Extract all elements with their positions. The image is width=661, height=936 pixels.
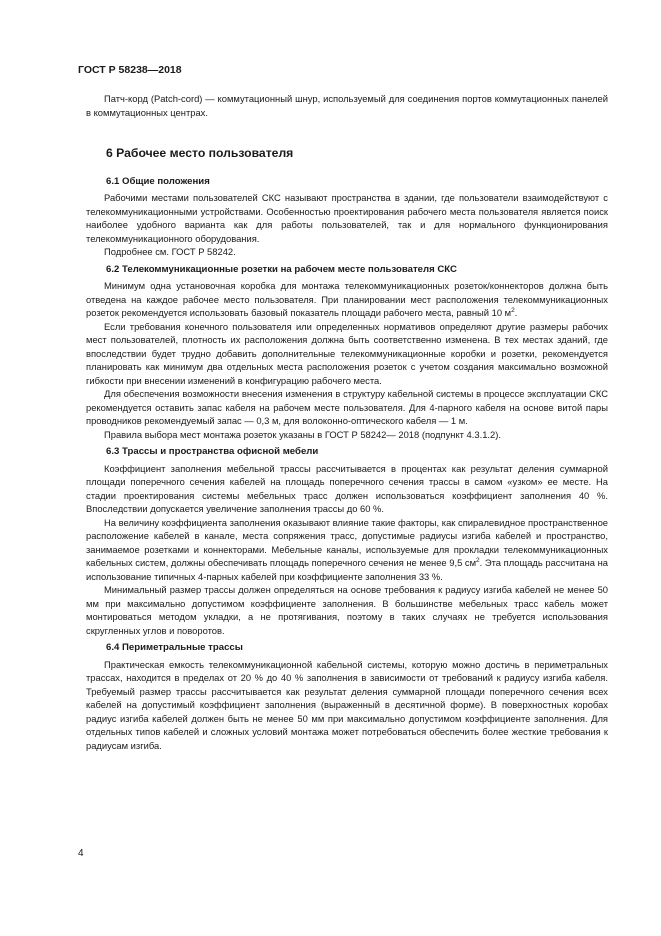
standard-header: ГОСТ Р 58238—2018	[78, 64, 182, 76]
superscript: 2	[511, 306, 515, 314]
section-6-1-heading: 6.1 Общие положения	[106, 175, 210, 187]
superscript: 2	[476, 556, 480, 564]
section-6-3-paragraph-2-tail: . Эта площадь рассчитана на использование типичных 4-парных кабелей при коэффициенте заполнения 33 %.	[86, 557, 608, 582]
section-6-2-paragraph-1-text: Минимум одна установочная коробка для монтажа телекоммуникационных розеток/коннекторов должна быть отведена на каждое рабочее место пользователя. При планировании мест расположения телекоммуникационных розеток рекомендуется использовать базовый показатель площади рабочего места, равный 10 м	[86, 280, 608, 318]
section-6-2-paragraph-4: Правила выбора мест монтажа розеток указаны в ГОСТ Р 58242— 2018 (подпункт 4.3.1.2).	[104, 428, 501, 440]
section-6-4-paragraph-1: Практическая емкость телекоммуникационной кабельной системы, которую можно достичь в периметральных трассах, находится в пределах от 20 % до 40 % заполнения в зависимости от требований к радиусу изгиба кабеля. Требуемый размер трассы рассчитывается как результат деления суммарной площади поперечного сечения всех кабелей на допустимый коэффициент заполнения (выраженный в десятичной форме). В поверхностных коробах радиус изгиба кабелей должен быть не менее 50 мм при максимально допустимом коэффициенте заполнения. Для отдельных типов кабелей и сложных условий монтажа может потребоваться обеспечить более жесткие требования к радиусам изгиба.	[86, 658, 608, 751]
section-6-2-paragraph-2: Если требования конечного пользователя или определенных нормативов определяют другие размеры рабочих мест пользователей, плотность их расположения должна быть соответственно изменена. В тех местах зданий, где впоследствии будет трудно добавить дополнительные телекоммуникационные коробки и розетки, рекомендуется планировать как минимум два отдельных места расположения розеток с учетом создания максимально возможной гибкости при внесении изменений в конфигурацию рабочего места.	[86, 320, 608, 386]
section-6-3-heading: 6.3 Трассы и пространства офисной мебели	[106, 446, 319, 457]
section-6-3-paragraph-2-text: На величину коэффициента заполнения оказывают влияние такие факторы, как спиралевидное пространственное расположение кабелей в канале, места сопряжения трасс, допустимые радиусы изгиба кабелей и пространство, занимаемое розетками и коннекторами. Мебельные каналы, используемые для прокладки телекоммуникационных кабельных систем, должны обеспечивать площадь поперечного сечения не менее 9,5 см	[86, 516, 608, 568]
section-6-heading: 6 Рабочее место пользователя	[106, 146, 294, 160]
section-6-3-paragraph-2	[86, 516, 608, 584]
section-6-2-heading: 6.2 Телекоммуникационные розетки на рабочем месте пользователя СКС	[106, 263, 457, 275]
section-6-2-paragraph-1	[86, 279, 608, 320]
section-6-4-heading: 6.4 Периметральные трассы	[106, 642, 243, 653]
section-6-1-paragraph-2: Подробнее см. ГОСТ Р 58242.	[104, 246, 236, 257]
section-6-2-paragraph-3: Для обеспечения возможности внесения изменения в структуру кабельной системы в процессе эксплуатации СКС рекомендуется оставить запас кабеля на рабочем месте пользователя. Для 4-парного кабеля на основе витой пары проводников рекомендуемый запас — 0,3 м, для волоконно-оптического кабеля — 1 м.	[86, 388, 608, 426]
paragraph-end: .	[514, 307, 518, 318]
page-content	[86, 92, 608, 752]
page-number: 4	[78, 848, 84, 859]
patch-cord-definition: Патч-корд (Patch-cord) — коммутационный шнур, используемый для соединения портов коммутационных панелей в коммутационных центрах.	[86, 93, 608, 118]
section-6-3-paragraph-1: Коэффициент заполнения мебельной трассы рассчитывается в процентах как результат деления суммарной площади поперечного сечения кабелей на площадь поперечного сечения трассы в самом «узком» ее месте. На стадии проектирования системы мебельных трасс должен использоваться коэффициент заполнения 40 %. Впоследствии допускается увеличение заполнения трассы до 60 %.	[86, 462, 608, 514]
section-6-1-paragraph-1: Рабочими местами пользователей СКС называют пространства в здании, где пользователи взаимодействуют с телекоммуникационными устройствами. Особенностью проектирования рабочего места пользователя является поиск наиболее удобного варианта как для работы пользователей, так и для нормального функционирования телекоммуникационного оборудования.	[86, 192, 608, 244]
section-6-3-paragraph-3: Минимальный размер трассы должен определяться на основе требования к радиусу изгиба кабелей не менее 50 мм при максимально допустимом коэффициенте заполнения. В большинстве мебельных трасс кабель может монтироваться методом укладки, а не протягивания, поэтому в таких случаях не требуется использования скругленных углов и поворотов.	[86, 584, 608, 636]
